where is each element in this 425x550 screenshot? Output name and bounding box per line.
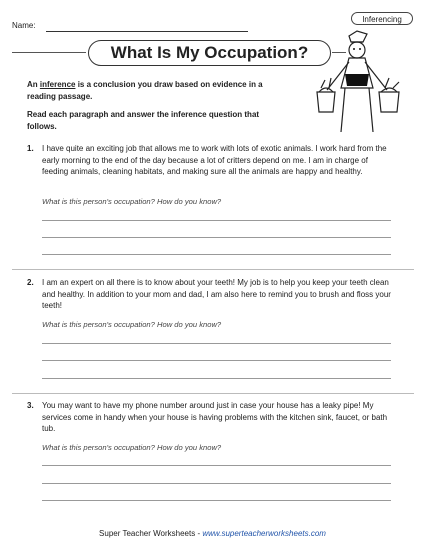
question-prompt: What is this person's occupation? How do you know? (42, 443, 222, 452)
intro-prefix: An (27, 80, 40, 89)
footer-separator: - (195, 529, 203, 538)
section-divider (12, 269, 414, 270)
question-number: 3. (27, 401, 34, 410)
question-text: I have quite an exciting job that allows me to work with lots of exotic animals. I work hard from the early morning to the end of the day because a lot of critters depend on me. I am in charge of feeding animals, cleaning habitats, and making sure all the animals are happy and healthy. (42, 144, 387, 176)
question-2 (27, 277, 392, 312)
answer-line[interactable] (42, 360, 391, 361)
instructions: Read each paragraph and answer the inference question that follows. (27, 110, 260, 131)
footer (0, 529, 425, 538)
intro-paragraph (27, 79, 287, 102)
question-prompt: What is this person's occupation? How do you know? (42, 197, 222, 206)
answer-line[interactable] (42, 483, 391, 484)
answer-line[interactable] (42, 500, 391, 501)
question-1 (27, 143, 392, 178)
question-number: 2. (27, 278, 34, 287)
question-number: 1. (27, 144, 34, 153)
answer-line[interactable] (42, 254, 391, 255)
inferencing-tag: Inferencing (351, 12, 413, 25)
answer-line[interactable] (42, 237, 391, 238)
footer-url[interactable]: www.superteacherworksheets.com (202, 529, 326, 538)
question-text: You may want to have my phone number around just in case your house has a leaky pipe! My services come in handy when your house is having problems with the kitchen sink, faucet, or bath tub. (42, 401, 388, 433)
question-prompt: What is this person's occupation? How do you know? (42, 320, 222, 329)
title-rule-left (12, 52, 86, 53)
name-label: Name: (12, 21, 36, 30)
answer-line[interactable] (42, 465, 391, 466)
question-3 (27, 400, 392, 435)
question-text: I am an expert on all there is to know about your teeth! My job is to help you keep your teeth clean and healthy. In addition to your mom and dad, I am also here to remind you to brush and floss your teeth! (42, 278, 391, 310)
section-divider (12, 393, 414, 394)
page-title: What Is My Occupation? (88, 40, 331, 66)
zookeeper-illustration-icon (305, 28, 415, 138)
answer-line[interactable] (42, 220, 391, 221)
name-line[interactable] (46, 31, 248, 32)
answer-line[interactable] (42, 343, 391, 344)
footer-brand: Super Teacher Worksheets (99, 529, 196, 538)
intro-rest: is a conclusion you draw based on evidence in a reading passage. (27, 80, 263, 101)
answer-line[interactable] (42, 378, 391, 379)
intro-term: inference (39, 80, 76, 89)
